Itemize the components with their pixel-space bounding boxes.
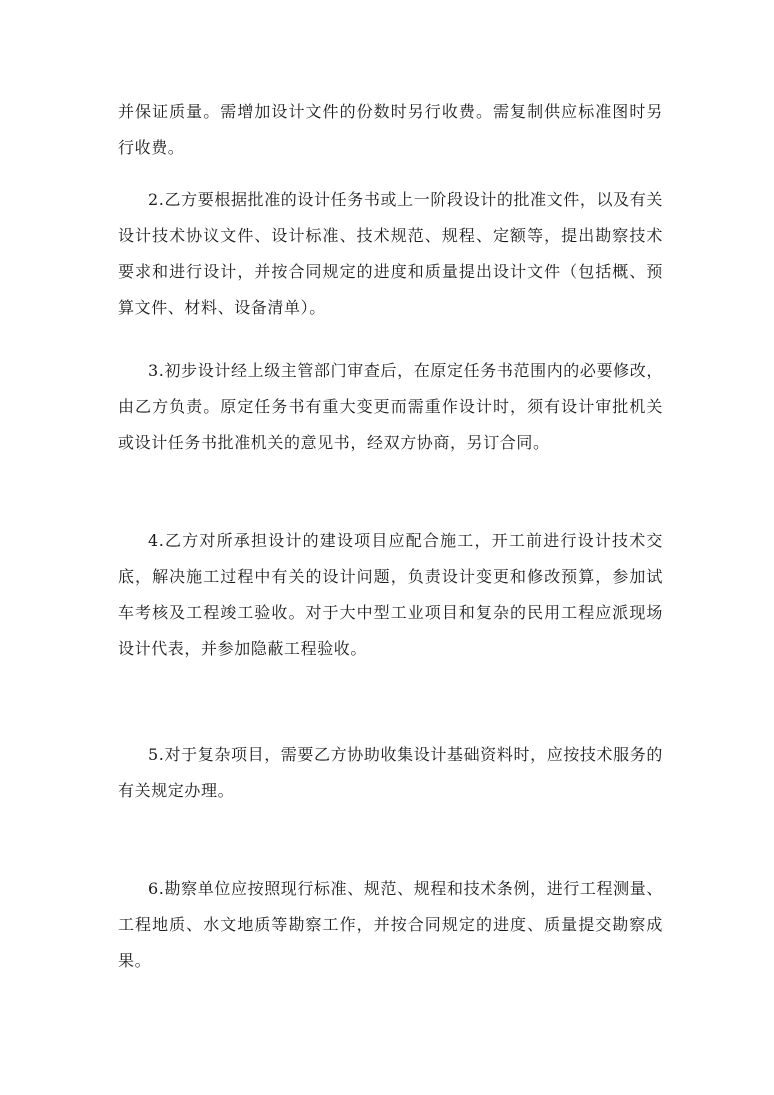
paragraph-clause-2: 2.乙方要根据批准的设计任务书或上一阶段设计的批准文件，以及有关设计技术协议文件、设计标准、技术规范、规程、定额等，提出勘察技术要求和进行设计，并按合同规定的进度和质量提出设计文件（包括概、预算文件、材料、设备清单）。 (118, 190, 663, 317)
paragraph-clause-6: 6.勘察单位应按照现行标准、规范、规程和技术条例，进行工程测量、工程地质、水文地质等勘察工作，并按合同规定的进度、质量提交勘察成果。 (118, 879, 663, 970)
paragraph-continuation: 并保证质量。需增加设计文件的份数时另行收费。需复制供应标准图时另行收费。 (118, 102, 663, 157)
paragraph-clause-3: 3.初步设计经上级主管部门审查后，在原定任务书范围内的必要修改，由乙方负责。原定任务书有重大变更而需重作设计时，须有设计审批机关或设计任务书批准机关的意见书，经双方协商，另订合同。 (118, 361, 663, 452)
paragraph-clause-4: 4.乙方对所承担设计的建设项目应配合施工，开工前进行设计技术交底，解决施工过程中有关的设计问题，负责设计变更和修改预算，参加试车考核及工程竣工验收。对于大中型工业项目和复杂的民用工程应派现场设计代表，并参加隐蔽工程验收。 (118, 531, 663, 658)
paragraph-clause-5: 5.对于复杂项目，需要乙方协助收集设计基础资料时，应按技术服务的有关规定办理。 (118, 745, 663, 800)
